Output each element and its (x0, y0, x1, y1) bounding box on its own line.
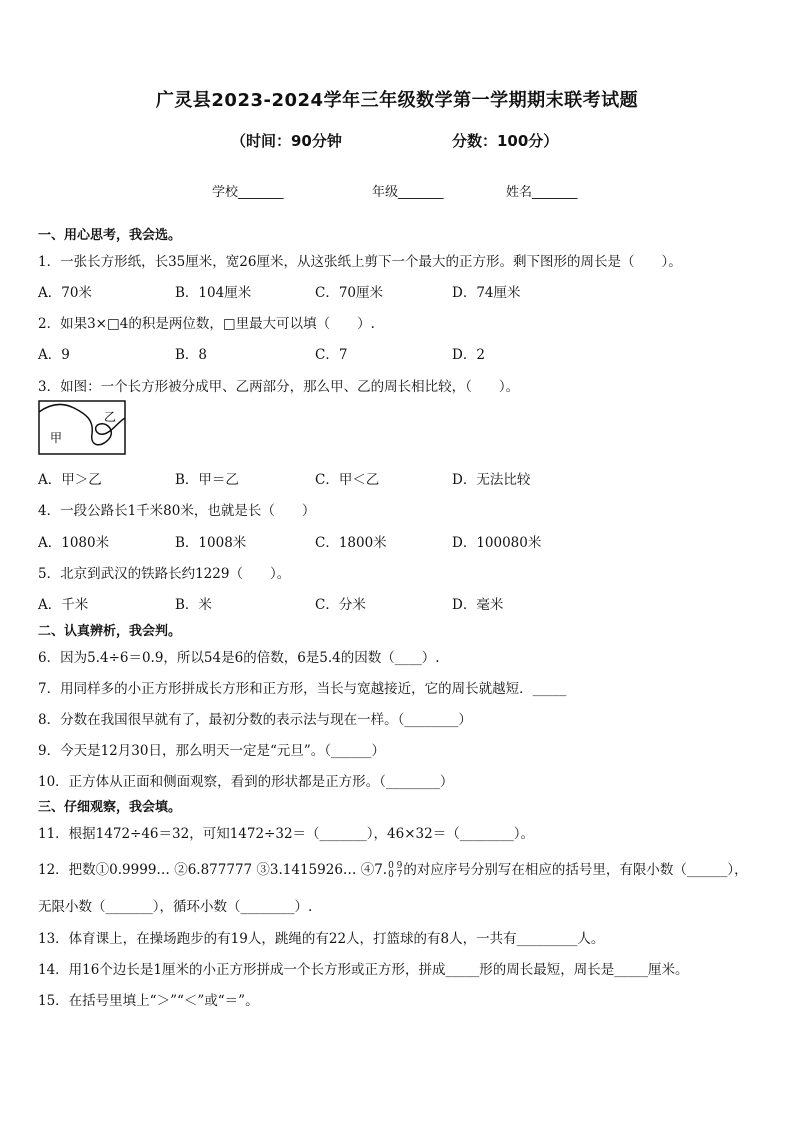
name-field: 姓名_______ (506, 185, 578, 200)
region-label-jia: 甲 (50, 431, 63, 445)
question-4: 4．一段公路长1千米80米，也就是长（ ） (38, 503, 316, 519)
q2-option-d: D．2 (452, 347, 485, 363)
q5-option-b: B．米 (175, 597, 212, 613)
q1-option-b: B．104厘米 (175, 285, 252, 301)
question-15: 15．在括号里填上“＞”“＜”或“＝”。 (38, 993, 259, 1009)
rectangle-outline (39, 401, 125, 454)
q5-option-c: C．分米 (315, 597, 366, 613)
q2-option-a: A．9 (38, 347, 70, 363)
exam-title: 广灵县2023-2024学年三年级数学第一学期期末联考试题 (155, 90, 639, 111)
q2-option-b: B．8 (175, 347, 208, 363)
exam-time: （时间：90分钟 (231, 132, 342, 150)
section-heading-3: 三、仔细观察，我会填。 (38, 800, 182, 815)
q3-option-c: C．甲＜乙 (315, 472, 380, 488)
question-1: 1．一张长方形纸，长35厘米，宽26厘米，从这张纸上剪下一个最大的正方形。剩下图形的周长是（ ）。 (38, 254, 682, 270)
question-9: 9．今天是12月30日，那么明天一定是“元旦”。（______） (38, 743, 385, 759)
question-7: 7．用同样多的小正方形拼成长方形和正方形，当长与宽越接近，它的周长就越短．_____ (38, 681, 567, 697)
q12-part-a: 12．把数①0.9999… ②6.877777 ③3.1415926… ④7. (38, 862, 388, 878)
grade-field: 年级_______ (372, 185, 444, 200)
q1-option-d: D．74厘米 (452, 285, 521, 301)
q4-option-c: C．1800米 (315, 535, 387, 551)
exam-score: 分数：100分） (452, 132, 559, 150)
q12-frac-bottom: 0 7 (388, 869, 403, 880)
section-heading-2: 二、认真辨析，我会判。 (38, 624, 182, 639)
rectangle-figure (38, 400, 126, 455)
question-12-continued: 无限小数（_______），循环小数（________）. (38, 899, 313, 915)
q4-option-b: B．1008米 (175, 535, 247, 551)
question-2: 2．如果3×□4的积是两位数，□里最大可以填（ ）. (38, 316, 375, 332)
question-6: 6．因为5.4÷6＝0.9，所以54是6的倍数，6是5.4的因数（____）. (38, 650, 440, 666)
question-14: 14．用16个边长是1厘米的小正方形拼成一个长方形或正方形，拼成_____形的周长最短，周长是_____厘米。 (38, 962, 689, 978)
q3-option-d: D．无法比较 (452, 472, 531, 488)
question-3: 3．如图：一个长方形被分成甲、乙两部分，那么甲、乙的周长相比较，（ ）。 (38, 379, 520, 395)
q12-frac-top: 0 9 (388, 860, 403, 871)
q1-option-c: C．70厘米 (315, 285, 384, 301)
section-heading-1: 一、用心思考，我会选。 (38, 228, 182, 243)
question-5: 5．北京到武汉的铁路长约1229（ ）。 (38, 566, 291, 582)
q1-option-a: A．70米 (38, 285, 92, 301)
question-11: 11．根据1472÷46＝32，可知1472÷32＝（_______），46×32＝（________）。 (38, 826, 534, 842)
q5-option-a: A．千米 (38, 597, 89, 613)
q12-recurring-digits (388, 862, 402, 880)
q5-option-d: D．毫米 (452, 597, 504, 613)
question-12 (38, 858, 748, 880)
q3-option-b: B．甲＝乙 (175, 472, 239, 488)
region-label-yi: 乙 (104, 410, 117, 424)
school-field: 学校_______ (212, 185, 284, 200)
question-10: 10．正方体从正面和侧面观察，看到的形状都是正方形。（________） (38, 774, 454, 790)
question-8: 8．分数在我国很早就有了，最初分数的表示法与现在一样。（________） (38, 712, 472, 728)
q2-option-c: C．7 (315, 347, 348, 363)
q12-part-b: 的对应序号分别写在相应的括号里，有限小数（______）， (403, 862, 748, 878)
question-13: 13．体育课上，在操场跑步的有19人，跳绳的有22人，打篮球的有8人，一共有_________人。 (38, 931, 605, 947)
q4-option-d: D．100080米 (452, 535, 542, 551)
q3-option-a: A．甲＞乙 (38, 472, 102, 488)
q4-option-a: A．1080米 (38, 535, 110, 551)
